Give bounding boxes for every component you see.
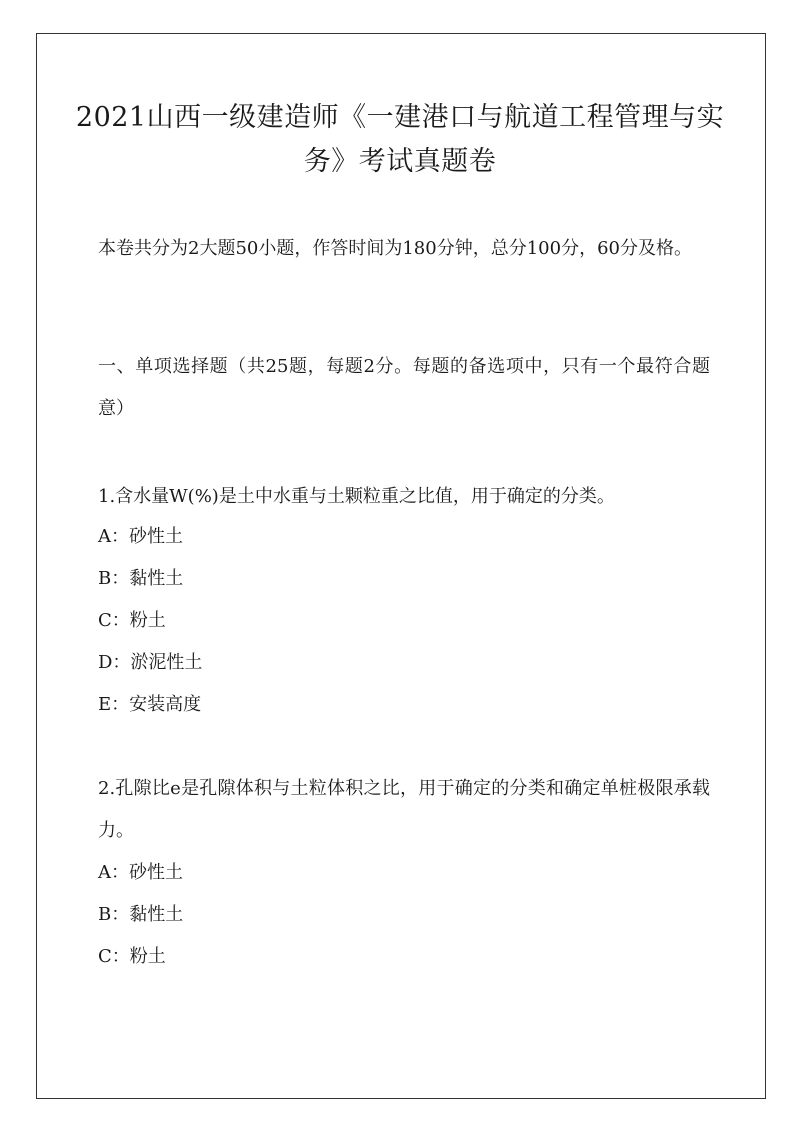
- document-title: 2021山西一级建造师《一建港口与航道工程管理与实务》考试真题卷: [75, 102, 725, 177]
- exam-intro: 本卷共分为2大题50小题，作答时间为180分钟，总分100分，60分及格。: [98, 238, 692, 259]
- question-option: D：淤泥性土: [98, 652, 203, 673]
- page-border: [36, 33, 766, 1099]
- question-option: A：砂性土: [98, 526, 183, 547]
- question-option: B：黏性土: [98, 904, 184, 925]
- question-option: C：粉土: [98, 610, 166, 631]
- question-option: B：黏性土: [98, 568, 184, 589]
- question-option: C：粉土: [98, 946, 166, 967]
- question-option: E：安装高度: [98, 694, 202, 715]
- question-stem: 2.孔隙比e是孔隙体积与土粒体积之比，用于确定的分类和确定单桩极限承载力。: [98, 778, 710, 841]
- section-heading: 一、单项选择题（共25题，每题2分。每题的备选项中，只有一个最符合题意）: [98, 356, 710, 419]
- question-stem: 1.含水量W(%)是土中水重与土颗粒重之比值，用于确定的分类。: [98, 486, 615, 507]
- question-option: A：砂性土: [98, 862, 183, 883]
